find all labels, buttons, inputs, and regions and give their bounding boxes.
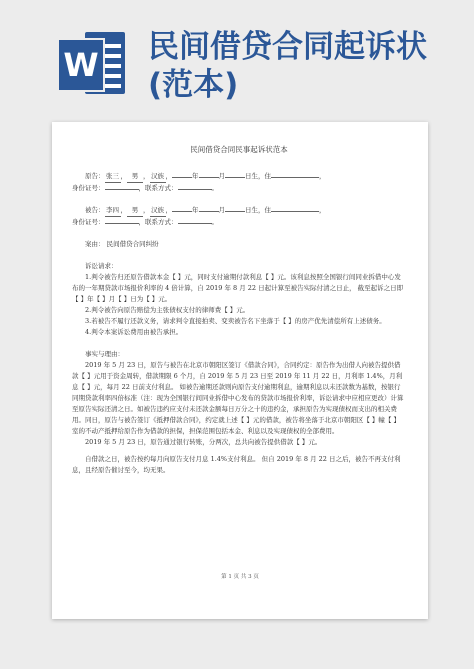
word-icon xyxy=(57,32,127,94)
claim-item: 3.若被告不履行还款义务，请求判令直接拍卖、变卖被告名下坐落于【 】的房产优先清偿所有上述债务。 xyxy=(85,317,386,325)
document-body xyxy=(72,138,406,476)
banner-title: 民间借贷合同起诉状(范本) xyxy=(148,29,427,103)
defendant-name: 李四 xyxy=(105,205,121,217)
plaintiff-name: 张三 xyxy=(105,171,121,183)
document-title: 民间借贷合同民事起诉状范本 xyxy=(190,145,288,154)
claim-item: 2.判令被告向原告赔偿为主张债权支付的律师费【 】元。 xyxy=(85,306,250,314)
facts-paragraph: 自借款之日，被告按约每月向原告支付月息 1.4%支付利息。 但自 2019 年 8 月 22 日之后，被告不再支付利息，且经原告催讨至今，均无果。 xyxy=(72,455,401,474)
banner xyxy=(0,0,474,112)
plaintiff-gender: 男 xyxy=(127,171,143,183)
case-cause: 案由： 民间借贷合同纠纷 xyxy=(85,240,159,248)
facts-paragraph: 2019 年 5 月 23 日，原告通过银行转账，分两次，总共向被告提供借款【 】元。 xyxy=(85,438,322,446)
facts-paragraph: 2019 年 5 月 23 日，原告与被告在北京市朝阳区签订《借款合同》，合同约定：原告作为出借人向被告提供借款【 】元用于资金周转，借款期限 6 个月，自 2019 年 5 月 23 日至 2019 年 11 月 22 日，月利率 1.4%，月利息【 】元，每月 22 日前支付利息。 如被告逾期还款则向原告支付逾期利息，逾期利息以未还款数为基数，按银行同期贷款利率四倍标准（注：现为全国银行间同业拆借中心发布的贷款市场报价利率，诉讼请求中应相应更改）计算至原告实际还清之日。如被告违约应支付未还款金额每日万分之十的违约金，承担原告为实现债权而支出的相关费用。同日，原告与被告签订《抵押借款合同》，约定就上述【 】元的借款，被告将坐落于北京市朝阳区【 】幢【 】室的不动产抵押给原告作为借款的担保，担保范围包括本金、利息以及实现债权的全部费用。 xyxy=(72,361,404,435)
defendant-gender: 男 xyxy=(127,205,143,217)
plaintiff-line: 原告： 张三 ， 男 ， 汉族 ， 年 月 日生，住 ， xyxy=(72,171,406,183)
defendant-id-line: 身份证号： ，联系方式： 。 xyxy=(72,218,218,226)
claim-item: 4.判令本案诉讼费用由被告承担。 xyxy=(85,328,183,336)
claims-heading: 诉讼请求： xyxy=(85,262,118,270)
plaintiff-ethnicity: 汉族 xyxy=(150,171,166,183)
page-footer: 第 1 页 共 3 页 xyxy=(221,574,259,580)
defendant-line: 被告： 李四 ， 男 ， 汉族 ， 年 月 日生，住 ， xyxy=(72,205,406,217)
plaintiff-id-line: 身份证号： ，联系方式： 。 xyxy=(72,184,218,192)
defendant-ethnicity: 汉族 xyxy=(150,205,166,217)
word-badge: W xyxy=(57,38,105,92)
facts-heading: 事实与理由： xyxy=(85,350,124,358)
claim-item: 1.判令被告归还原告借款本金【 】元，同时支付逾期付款利息【 】元。该利息按照全国银行间同业拆借中心发布的一年期贷款市场报价利率的 4 倍计算，自 2019 年 8 月 22 日起计算至被告实际付清之日止， 截至起诉之日即【 】年【 】月【 】日为【 】元。 xyxy=(72,273,404,303)
